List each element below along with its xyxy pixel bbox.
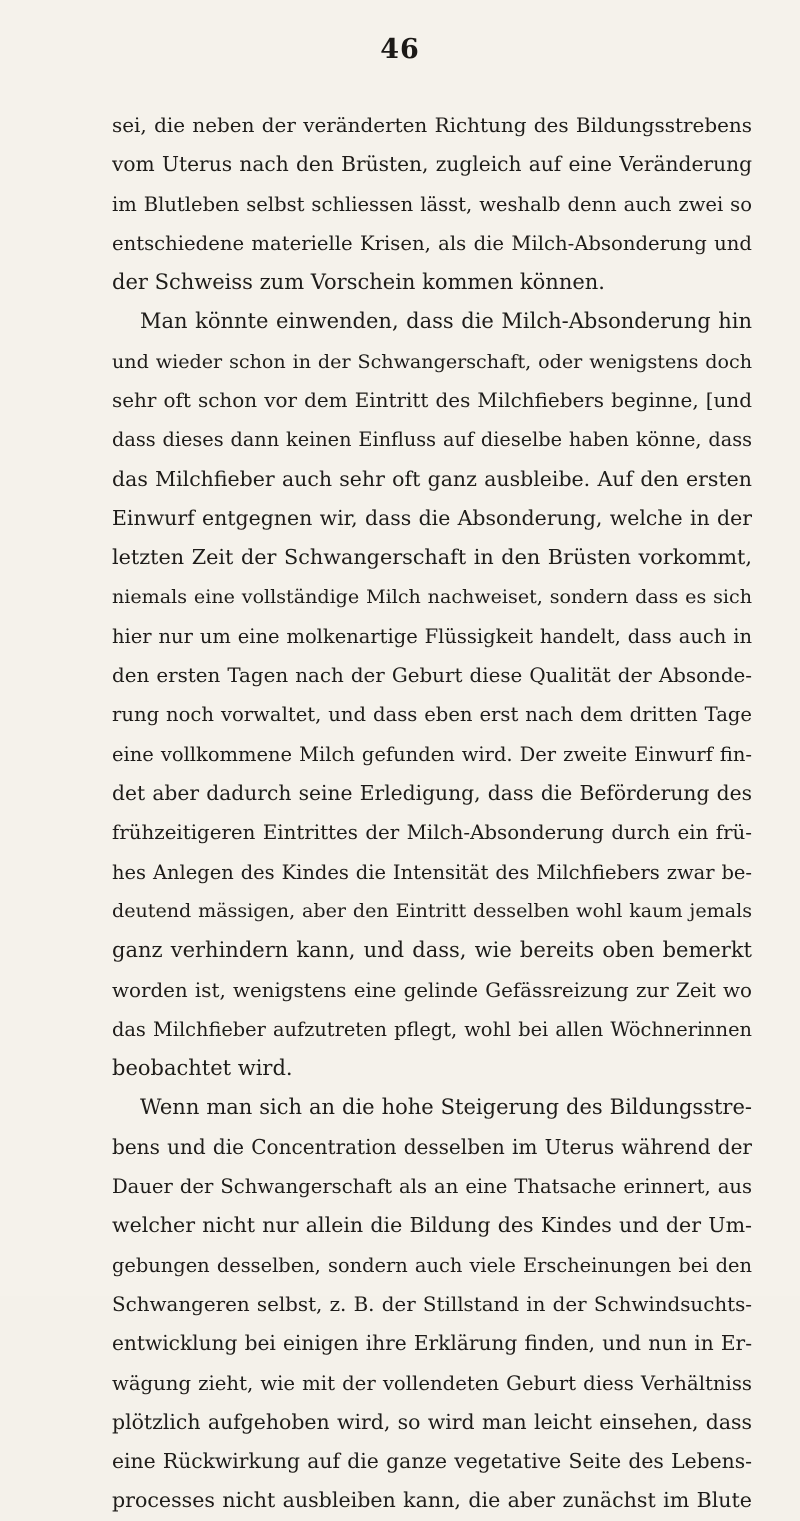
- text-line: das Milchfieber aufzutreten pflegt, wohl bei allen Wöchnerinnen: [112, 1017, 752, 1041]
- text-line: deutend mässigen, aber den Eintritt desselben wohl kaum jemals: [112, 899, 752, 922]
- text-line: Dauer der Schwangerschaft als an eine Thatsache erinnert, aus: [112, 1175, 752, 1199]
- text-line: Einwurf entgegnen wir, dass die Absonderung, welche in der: [112, 505, 752, 530]
- text-line: sehr oft schon vor dem Eintritt des Milchfiebers beginne, [und: [112, 388, 752, 413]
- text-line: wägung zieht, wie mit der vollendeten Geburt diess Verhältniss: [112, 1371, 752, 1395]
- text-line: processes nicht ausbleiben kann, die aber zunächst im Blute: [112, 1488, 752, 1513]
- body-text: [112, 106, 752, 1521]
- text-line: das Milchfieber auch sehr oft ganz ausbleibe. Auf den ersten: [112, 466, 752, 491]
- text-line: rung noch vorwaltet, und dass eben erst nach dem dritten Tage: [112, 703, 752, 727]
- text-line: welcher nicht nur allein die Bildung des Kindes und der Um-: [112, 1213, 752, 1238]
- text-line: Man könnte einwenden, dass die Milch-Absonderung hin: [140, 309, 752, 334]
- text-line: hier nur um eine molkenartige Flüssigkeit handelt, dass auch in: [112, 624, 752, 648]
- text-line: der Schweiss zum Vorschein kommen können.: [112, 270, 605, 295]
- text-line: Wenn man sich an die hohe Steigerung des Bildungsstre-: [140, 1095, 752, 1120]
- text-line: hes Anlegen des Kindes die Intensität des Milchfiebers zwar be-: [112, 860, 752, 884]
- text-line: vom Uterus nach den Brüsten, zugleich auf eine Veränderung: [112, 152, 752, 177]
- text-line: eine Rückwirkung auf die ganze vegetative Seite des Lebens-: [112, 1449, 752, 1474]
- text-line: eine vollkommene Milch gefunden wird. Der zweite Einwurf fin-: [112, 742, 752, 766]
- text-line: frühzeitigeren Eintrittes der Milch-Absonderung durch ein frü-: [112, 821, 752, 845]
- text-line: ganz verhindern kann, und dass, wie bereits oben bemerkt: [112, 938, 752, 963]
- text-line: im Blutleben selbst schliessen lässt, weshalb denn auch zwei so: [112, 192, 752, 216]
- page-number: 46: [380, 34, 420, 65]
- text-line: und wieder schon in der Schwangerschaft, oder wenigstens doch: [112, 349, 752, 373]
- text-line: niemals eine vollständige Milch nachweiset, sondern dass es sich: [112, 585, 752, 608]
- text-line: sei, die neben der veränderten Richtung des Bildungsstrebens: [112, 113, 752, 137]
- text-line: plötzlich aufgehoben wird, so wird man leicht einsehen, dass: [112, 1409, 752, 1434]
- text-line: den ersten Tagen nach der Geburt diese Qualität der Absonde-: [112, 664, 752, 688]
- text-line: beobachtet wird.: [112, 1056, 293, 1081]
- text-line: entschiedene materielle Krisen, als die Milch-Absonderung und: [112, 231, 752, 255]
- text-line: gebungen desselben, sondern auch viele Erscheinungen bei den: [112, 1253, 752, 1277]
- text-line: dass dieses dann keinen Einfluss auf dieselbe haben könne, dass: [112, 428, 752, 452]
- text-line: letzten Zeit der Schwangerschaft in den Brüsten vorkommt,: [112, 545, 752, 570]
- text-line: bens und die Concentration desselben im Uterus während der: [112, 1134, 752, 1159]
- text-line: det aber dadurch seine Erledigung, dass die Beförderung des: [112, 781, 752, 806]
- text-line: entwicklung bei einigen ihre Erklärung finden, und nun in Er-: [112, 1331, 752, 1356]
- text-line: worden ist, wenigstens eine gelinde Gefässreizung zur Zeit wo: [112, 978, 752, 1002]
- text-line: Schwangeren selbst, z. B. der Stillstand in der Schwindsuchts-: [112, 1292, 752, 1316]
